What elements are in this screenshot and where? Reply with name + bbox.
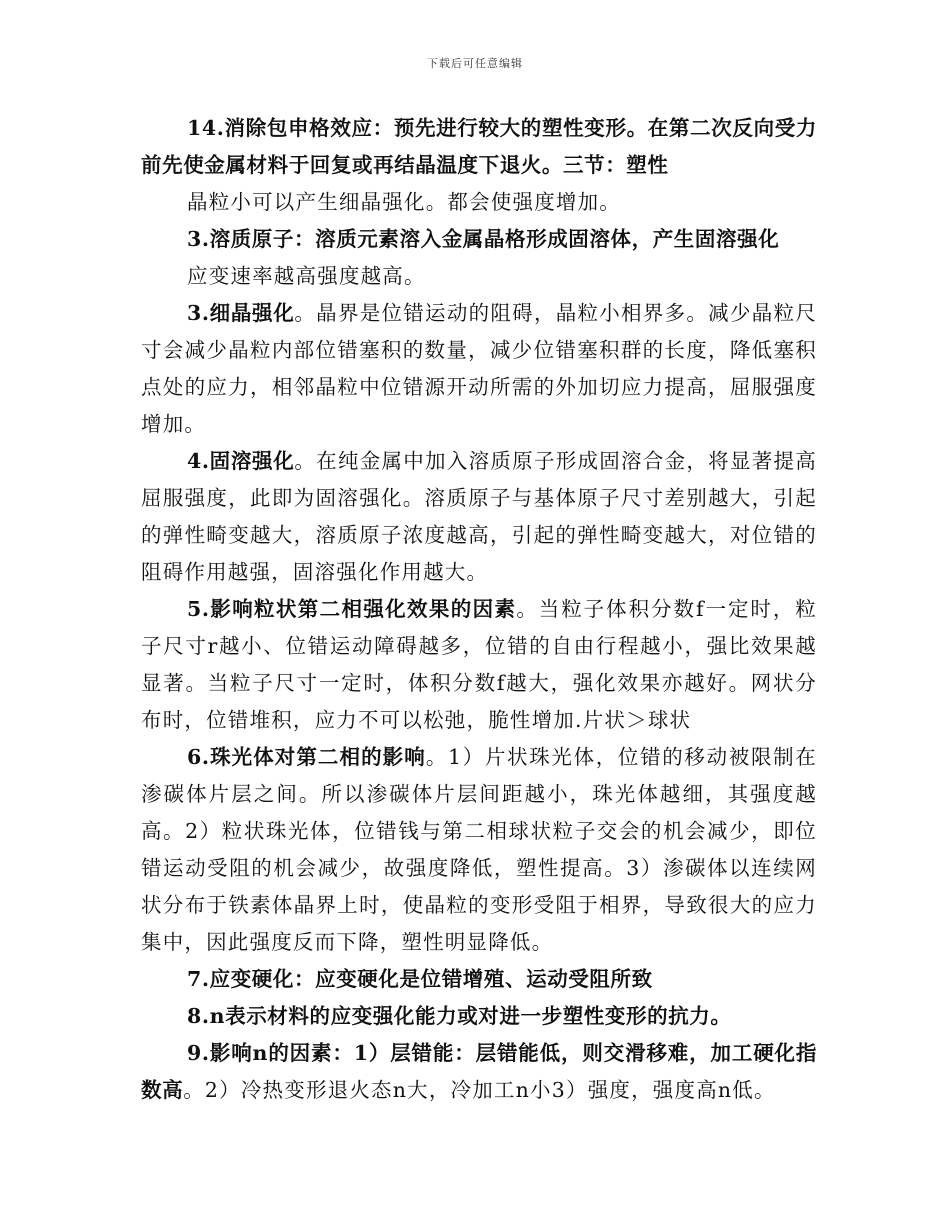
- paragraph-strain-rate: [141, 258, 817, 295]
- paragraph-body: 。当粒子体积分数f一定时，粒子尺寸r越小、位错运动障碍越多，位错的自由行程越小，强比效果越显著。当粒子尺寸一定时，体积分数f越大，强化效果亦越好。网状分布时，位错堆积，应力不可以松弛，脆性增加.片状＞球状: [141, 597, 817, 732]
- document-body: [141, 110, 817, 1109]
- paragraph-lead: 3.溶质原子：溶质元素溶入金属晶格形成固溶体，产生固溶强化: [187, 227, 780, 251]
- paragraph-lead: 9.影响n的因素：1）层错能：层错能低，则交滑移难，加工硬化指数高: [141, 1041, 817, 1102]
- paragraph-grain-size: [141, 184, 817, 221]
- paragraph-5-second-phase: [141, 591, 817, 739]
- paragraph-lead: 5.影响粒状第二相强化效果的因素: [187, 597, 517, 621]
- page-header: 下载后可任意编辑: [427, 57, 523, 70]
- paragraph-3-solute-atoms: [141, 221, 817, 258]
- paragraph-3-fine-grain: [141, 295, 817, 443]
- paragraph-lead: 14.消除包申格效应：预先进行较大的塑性变形。在第二次反向受力前先使金属材料于回复或再结晶温度下退火。三节：塑性: [141, 116, 817, 177]
- paragraph-8-n-meaning: [141, 998, 817, 1035]
- paragraph-body: 。在纯金属中加入溶质原子形成固溶合金，将显著提高屈服强度，此即为固溶强化。溶质原子与基体原子尺寸差别越大，引起的弹性畸变越大，溶质原子浓度越高，引起的弹性畸变越大，对位错的阻碍作用越强，固溶强化作用越大。: [141, 449, 817, 584]
- paragraph-6-pearlite: [141, 739, 817, 961]
- paragraph-body: 。2）冷热变形退火态n大，冷加工n小3）强度，强度高n低。: [183, 1078, 776, 1102]
- paragraph-body: 。1）片状珠光体，位错的移动被限制在渗碳体片层之间。所以渗碳体片层间距越小，珠光体越细，其强度越高。2）粒状珠光体，位错钱与第二相球状粒子交会的机会减少，即位错运动受阻的机会减少，故强度降低，塑性提高。3）渗碳体以连续网状分布于铁素体晶界上时，使晶粒的变形受阻于相界，导致很大的应力集中，因此强度反而下降，塑性明显降低。: [141, 745, 817, 954]
- paragraph-lead: 7.应变硬化：应变硬化是位错增殖、运动受阻所致: [187, 967, 653, 991]
- paragraph-7-strain-hardening: [141, 961, 817, 998]
- paragraph-body: 应变速率越高强度越高。: [187, 264, 426, 288]
- paragraph-14-bauschinger: [141, 110, 817, 184]
- paragraph-lead: 8.n表示材料的应变强化能力或对进一步塑性变形的抗力。: [187, 1004, 732, 1028]
- paragraph-lead: 4.固溶强化: [187, 449, 295, 473]
- paragraph-lead: 3.细晶强化: [187, 301, 295, 325]
- paragraph-9-n-factors: [141, 1035, 817, 1109]
- paragraph-4-solid-solution: [141, 443, 817, 591]
- paragraph-body: 晶粒小可以产生细晶强化。都会使强度增加。: [187, 190, 621, 214]
- paragraph-body: 。晶界是位错运动的阻碍，晶粒小相界多。减少晶粒尺寸会减少晶粒内部位错塞积的数量，减少位错塞积群的长度，降低塞积点处的应力，相邻晶粒中位错源开动所需的外加切应力提高，屈服强度增加。: [141, 301, 817, 436]
- paragraph-lead: 6.珠光体对第二相的影响: [187, 745, 426, 769]
